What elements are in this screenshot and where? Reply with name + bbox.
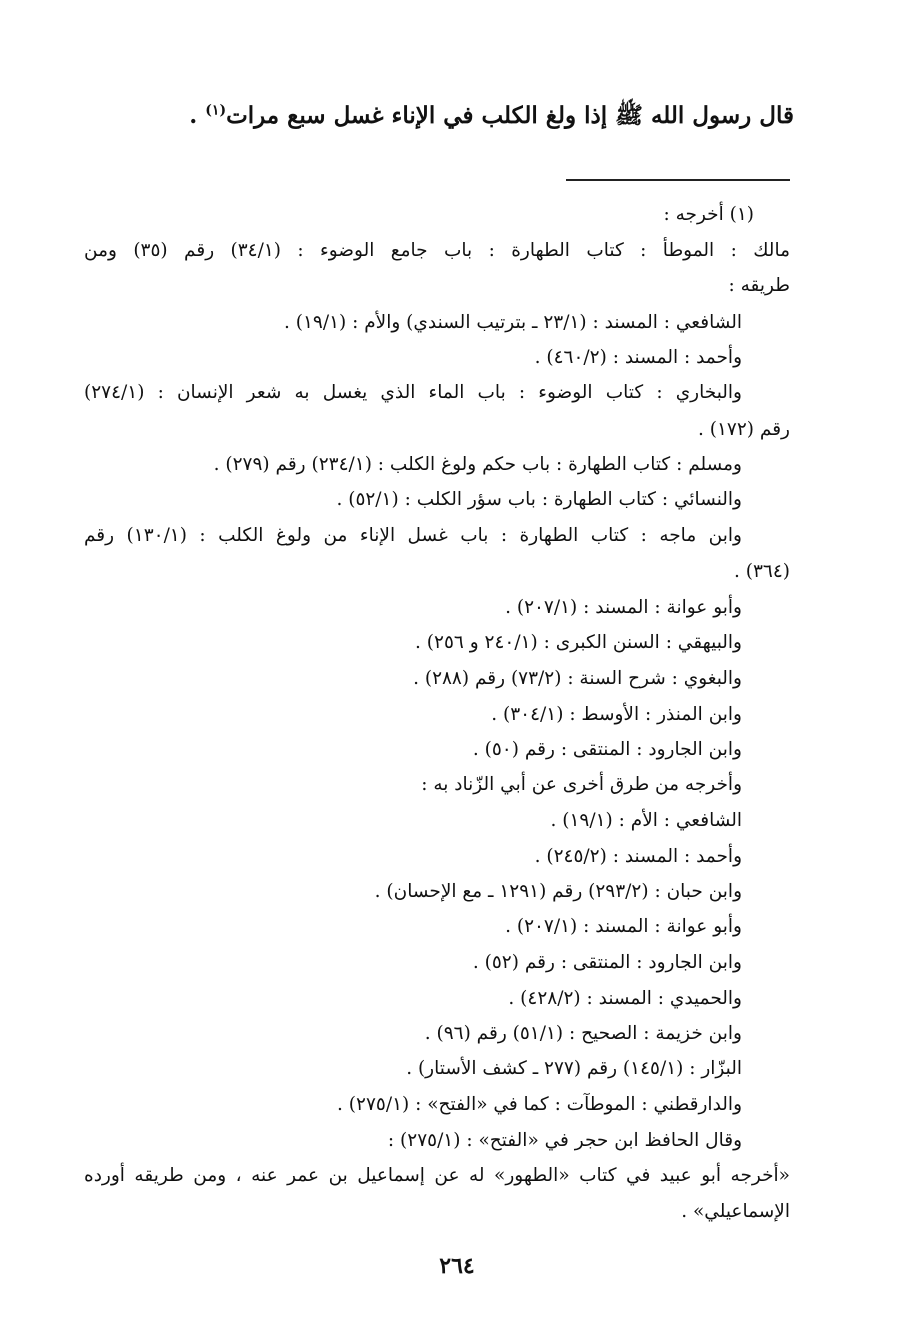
- main-text-end: .: [189, 102, 206, 129]
- footnote-line: الشافعي : المسند : (٢٣/١ ـ بترتيب السندي) والأم : (١٩/١) .: [283, 312, 742, 333]
- footnote-line: طريقه :: [728, 275, 790, 296]
- footnote-separator: [566, 179, 790, 181]
- footnote-line: وقال الحافظ ابن حجر في «الفتح» : (٢٧٥/١) :: [387, 1130, 742, 1151]
- footnote-line: وأخرجه من طرق أخرى عن أبي الزّناد به :: [421, 774, 742, 795]
- footnote-line: وابن المنذر : الأوسط : (٣٠٤/١) .: [491, 704, 742, 725]
- footnote-line: وابن خزيمة : الصحيح : (٥١/١) رقم (٩٦) .: [424, 1023, 742, 1044]
- footnote-line: ومسلم : كتاب الطهارة : باب حكم ولوغ الكلب : (٢٣٤/١) رقم (٢٧٩) .: [213, 454, 742, 475]
- footnote-line: وأحمد : المسند : (٢٤٥/٢) .: [534, 846, 742, 867]
- main-text-body: قال رسول الله ﷺ إذا ولغ الكلب في الإناء غسل سبع مرات: [226, 102, 794, 129]
- footnote-line: وأحمد : المسند : (٤٦٠/٢) .: [534, 347, 742, 368]
- page-number: ٢٦٤: [439, 1253, 475, 1279]
- footnote-line: وأبو عوانة : المسند : (٢٠٧/١) .: [505, 597, 742, 618]
- footnote-line: والبخاري : كتاب الوضوء : باب الماء الذي يغسل به شعر الإنسان : (٢٧٤/١): [84, 382, 742, 403]
- footnote-line: والبغوي : شرح السنة : (٧٣/٢) رقم (٢٨٨) .: [413, 668, 742, 689]
- footnote-line: «أخرجه أبو عبيد في كتاب «الطهور» له عن إسماعيل بن عمر عنه ، ومن طريقه أورده: [84, 1165, 790, 1186]
- footnote-line: وابن حبان : (٢٩٣/٢) رقم (١٢٩١ ـ مع الإحسان) .: [374, 881, 742, 902]
- footnote-line: (١) أخرجه :: [663, 204, 754, 225]
- main-text: [189, 101, 794, 135]
- footnote-marker: (١): [205, 102, 227, 119]
- footnote-line: والنسائي : كتاب الطهارة : باب سؤر الكلب : (٥٢/١) .: [336, 489, 742, 510]
- footnote-line: والبيهقي : السنن الكبرى : (٢٤٠/١ و ٢٥٦) .: [415, 632, 742, 653]
- footnote-line: وأبو عوانة : المسند : (٢٠٧/١) .: [505, 916, 742, 937]
- footnote-line: وابن الجارود : المنتقى : رقم (٥٢) .: [472, 952, 742, 973]
- footnote-line: وابن ماجه : كتاب الطهارة : باب غسل الإناء من ولوغ الكلب : (١٣٠/١) رقم: [84, 525, 742, 546]
- footnote-line: مالك : الموطأ : كتاب الطهارة : باب جامع الوضوء : (٣٤/١) رقم (٣٥) ومن: [84, 240, 790, 261]
- footnote-line: الشافعي : الأم : (١٩/١) .: [550, 810, 742, 831]
- footnote-line: وابن الجارود : المنتقى : رقم (٥٠) .: [472, 739, 742, 760]
- footnote-line: رقم (١٧٢) .: [698, 419, 790, 440]
- footnote-line: والحميدي : المسند : (٤٢٨/٢) .: [508, 988, 742, 1009]
- footnote-line: الإسماعيلي» .: [681, 1201, 790, 1222]
- footnote-line: والدارقطني : الموطآت : كما في «الفتح» : (٢٧٥/١) .: [337, 1094, 742, 1115]
- footnote-line: البزّار : (١٤٥/١) رقم (٢٧٧ ـ كشف الأستار) .: [406, 1058, 742, 1079]
- footnote-line: (٣٦٤) .: [733, 561, 790, 582]
